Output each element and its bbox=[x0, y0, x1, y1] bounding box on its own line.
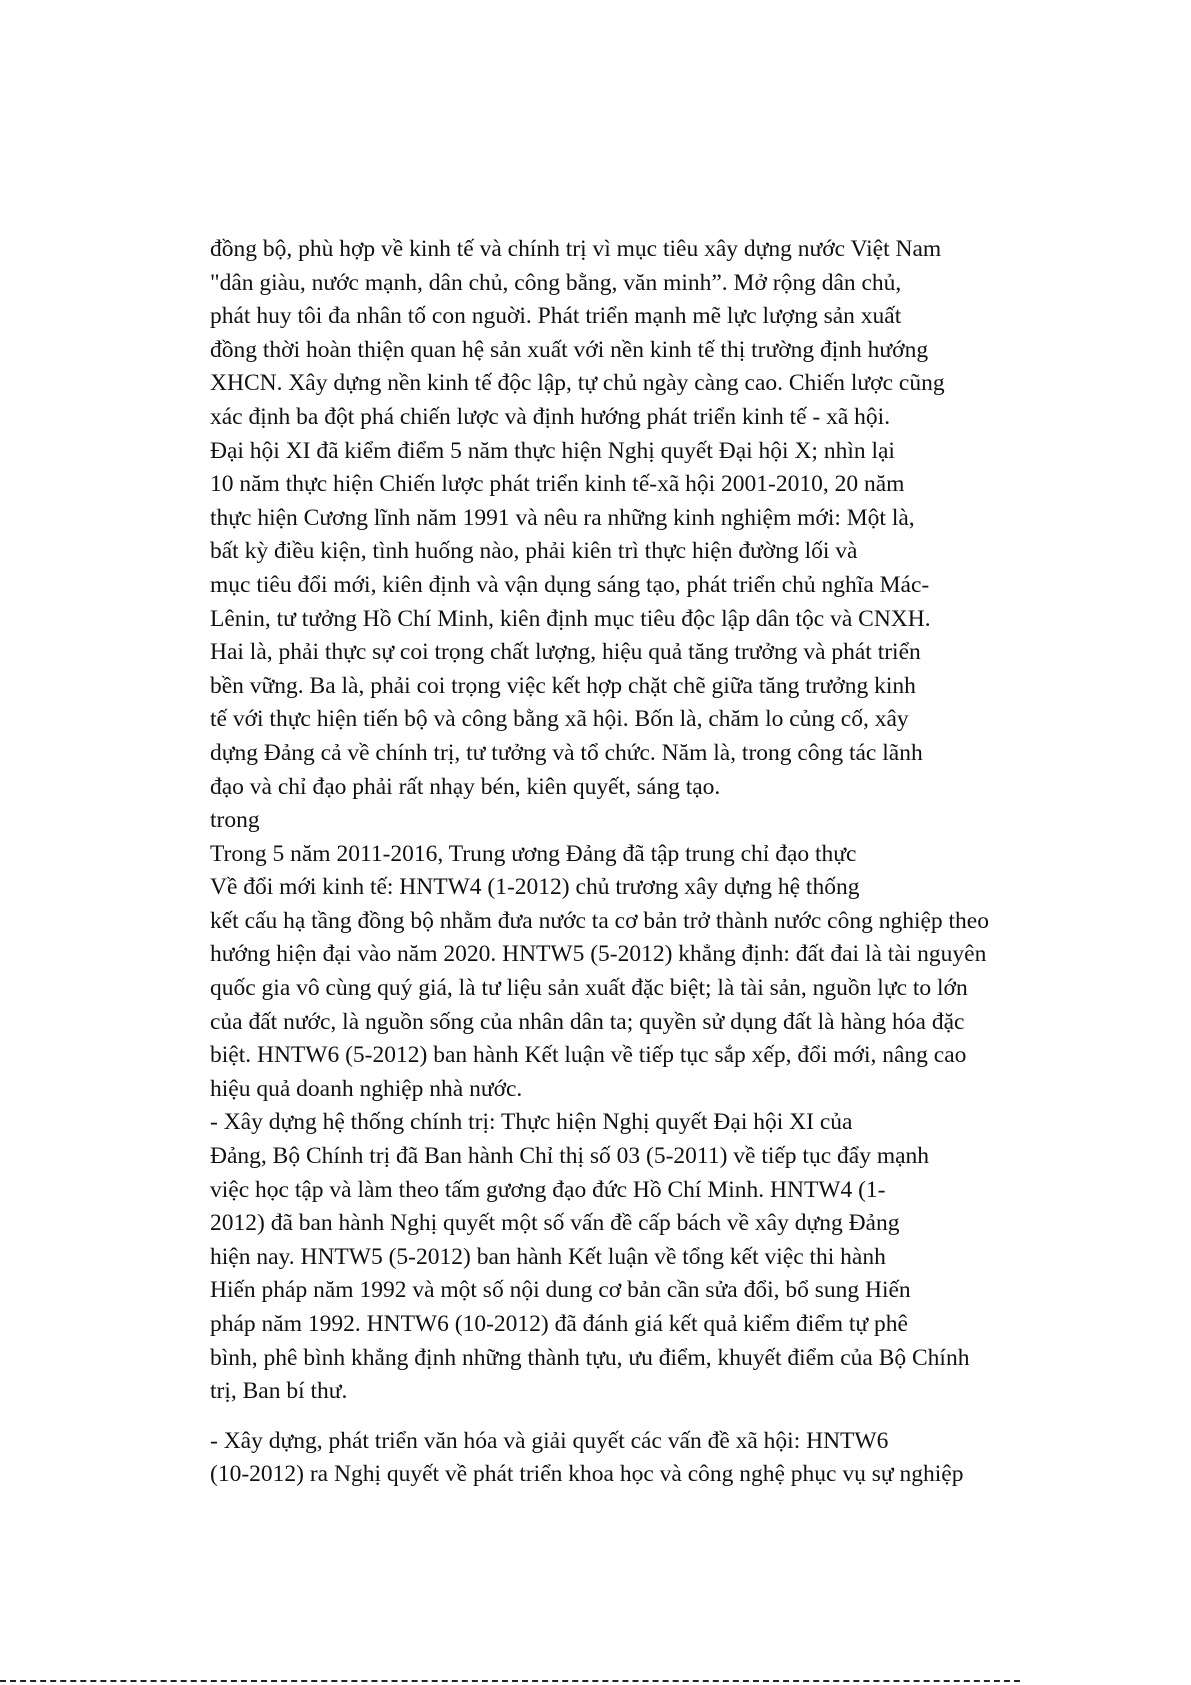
text-line: Lênin, tư tưởng Hồ Chí Minh, kiên định mục tiêu độc lập dân tộc và CNXH. bbox=[210, 605, 931, 632]
text-line: "dân giàu, nước mạnh, dân chủ, công bằng, văn minh”. Mở rộng dân chủ, bbox=[210, 269, 902, 296]
document-body bbox=[210, 233, 1110, 1492]
text-line: trong bbox=[210, 807, 260, 834]
text-line: kết cấu hạ tầng đồng bộ nhằm đưa nước ta cơ bản trở thành nước công nghiệp theo bbox=[210, 907, 989, 934]
text-line: bình, phê bình khẳng định những thành tựu, ưu điểm, khuyết điểm của Bộ Chính bbox=[210, 1344, 970, 1371]
text-line: - Xây dựng hệ thống chính trị: Thực hiện Nghị quyết Đại hội XI của bbox=[210, 1109, 853, 1136]
text-line: Đại hội XI đã kiểm điểm 5 năm thực hiện Nghị quyết Đại hội X; nhìn lại bbox=[210, 437, 895, 464]
text-line: xác định ba đột phá chiến lược và định hướng phát triển kinh tế - xã hội. bbox=[210, 403, 891, 430]
text-line: hiện nay. HNTW5 (5-2012) ban hành Kết luận về tổng kết việc thi hành bbox=[210, 1243, 886, 1270]
text-line: hiệu quả doanh nghiệp nhà nước. bbox=[210, 1075, 523, 1102]
text-line: tế với thực hiện tiến bộ và công bằng xã hội. Bốn là, chăm lo củng cố, xây bbox=[210, 706, 909, 733]
text-line: trị, Ban bí thư. bbox=[210, 1378, 348, 1405]
text-line: - Xây dựng, phát triển văn hóa và giải quyết các vấn đề xã hội: HNTW6 bbox=[210, 1427, 889, 1454]
text-line: hướng hiện đại vào năm 2020. HNTW5 (5-2012) khẳng định: đất đai là tài nguyên bbox=[210, 941, 987, 968]
text-line: Đảng, Bộ Chính trị đã Ban hành Chỉ thị số 03 (5-2011) về tiếp tục đẩy mạnh bbox=[210, 1143, 930, 1170]
text-line: bất kỳ điều kiện, tình huống nào, phải kiên trì thực hiện đường lối và bbox=[210, 538, 858, 565]
text-line: quốc gia vô cùng quý giá, là tư liệu sản xuất đặc biệt; là tài sản, nguồn lực to lớn bbox=[210, 975, 968, 1002]
text-line: đồng thời hoàn thiện quan hệ sản xuất với nền kinh tế thị trường định hướng bbox=[210, 336, 929, 363]
text-line: 2012) đã ban hành Nghị quyết một số vấn đề cấp bách về xây dựng Đảng bbox=[210, 1210, 900, 1237]
page-bottom-divider bbox=[0, 1680, 1020, 1682]
text-line: (10-2012) ra Nghị quyết về phát triển khoa học và công nghệ phục vụ sự nghiệp bbox=[210, 1461, 964, 1488]
text-line: Về đổi mới kinh tế: HNTW4 (1-2012) chủ trương xây dựng hệ thống bbox=[210, 874, 860, 901]
text-line: dựng Đảng cả về chính trị, tư tưởng và tổ chức. Năm là, trong công tác lãnh bbox=[210, 739, 923, 766]
text-line: biệt. HNTW6 (5-2012) ban hành Kết luận về tiếp tục sắp xếp, đổi mới, nâng cao bbox=[210, 1042, 967, 1069]
text-line: đồng bộ, phù hợp về kinh tế và chính trị vì mục tiêu xây dựng nước Việt Nam bbox=[210, 236, 942, 262]
text-line: Trong 5 năm 2011-2016, Trung ương Đảng đã tập trung chỉ đạo thực bbox=[210, 840, 857, 867]
text-line: 10 năm thực hiện Chiến lược phát triển kinh tế-xã hội 2001-2010, 20 năm bbox=[210, 471, 905, 498]
text-line: việc học tập và làm theo tấm gương đạo đức Hồ Chí Minh. HNTW4 (1- bbox=[210, 1176, 886, 1203]
text-line: Hiến pháp năm 1992 và một số nội dung cơ bản cần sửa đổi, bổ sung Hiến bbox=[210, 1277, 911, 1304]
text-line: XHCN. Xây dựng nền kinh tế độc lập, tự chủ ngày càng cao. Chiến lược cũng bbox=[210, 370, 945, 397]
text-line: pháp năm 1992. HNTW6 (10-2012) đã đánh giá kết quả kiểm điểm tự phê bbox=[210, 1311, 908, 1337]
text-line: thực hiện Cương lĩnh năm 1991 và nêu ra những kinh nghiệm mới: Một là, bbox=[210, 504, 915, 531]
paragraph-gap bbox=[210, 1409, 1110, 1425]
text-line: Hai là, phải thực sự coi trọng chất lượng, hiệu quả tăng trưởng và phát triển bbox=[210, 639, 921, 666]
text-line: đạo và chỉ đạo phải rất nhạy bén, kiên quyết, sáng tạo. bbox=[210, 773, 721, 800]
text-line: phát huy tôi đa nhân tố con nguời. Phát triển mạnh mẽ lực lượng sản xuất bbox=[210, 303, 902, 330]
text-line: mục tiêu đổi mới, kiên định và vận dụng sáng tạo, phát triển chủ nghĩa Mác- bbox=[210, 571, 930, 598]
text-line: bền vững. Ba là, phải coi trọng việc kết hợp chặt chẽ giữa tăng trưởng kinh bbox=[210, 672, 916, 699]
text-line: của đất nước, là nguồn sống của nhân dân ta; quyền sử dụng đất là hàng hóa đặc bbox=[210, 1008, 965, 1035]
